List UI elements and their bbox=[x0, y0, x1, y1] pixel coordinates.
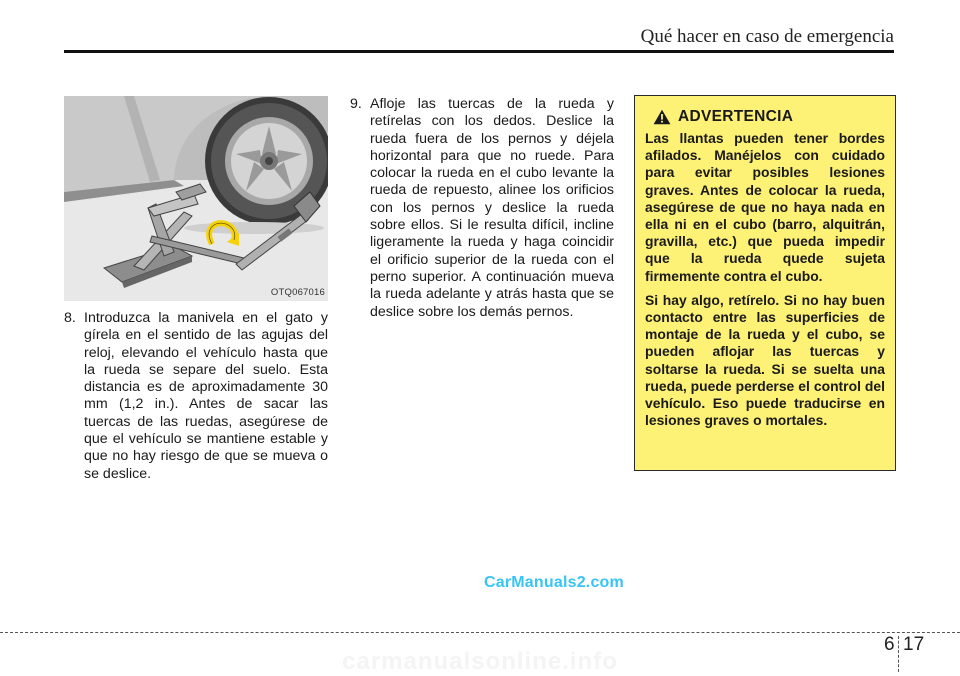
warning-paragraph: Si hay algo, retírelo. Si no hay buen contacto entre las superficies de montaje de la rueda y el cubo, se pueden aflojar las tuercas y soltarse la rueda. Si se suelta una rueda, puede perderse el control del vehículo. Eso puede traducirse en lesiones graves o mortales. bbox=[645, 291, 885, 429]
step-number: 9. bbox=[350, 96, 362, 112]
page-number: 17 bbox=[903, 634, 925, 655]
step-text: Introduzca la manivela en el gato y gírela en el sentido de las agujas del reloj, elevando el vehículo hasta que la rueda se separe del suelo. Esta distancia es de aproximadamente 30 mm (1,2 in.). Antes de sacar las tuercas de las ruedas, asegúrese de que el vehículo se mantiene estable y que no hay riesgo de que se mueva o se deslice. bbox=[84, 310, 328, 482]
footer-url: carmanualsonline.info bbox=[342, 648, 618, 675]
step-number: 8. bbox=[64, 310, 76, 326]
page-header-title: Qué hacer en caso de emergencia bbox=[640, 26, 894, 47]
warning-title: ADVERTENCIA bbox=[678, 108, 794, 125]
chapter-number: 6 bbox=[884, 634, 895, 655]
jack-illustration bbox=[64, 96, 328, 301]
step-text: Afloje las tuercas de la rueda y retírelas con los dedos. Deslice la rueda fuera de los pernos y déjela horizontal para que no ruede. Para colocar la rueda en el cubo levante la rueda de repuesto, alinee los orificios con los pernos y deslice la rueda sobre ellos. Si le resulta difícil, incline ligeramente la rueda y haga coincidir el orificio superior de la rueda con el perno superior. A continuación mueva la rueda adelante y atrás hasta que se deslice sobre los demás pernos. bbox=[370, 96, 614, 320]
warning-paragraph: Las llantas pueden tener bordes afilados. Manéjelos con cuidado para evitar posibles lesiones graves. Antes de colocar la rueda, asegúrese de que no haya nada en ella ni en el cubo (barro, alquitrán, gravilla, etc.) que pueda impedir que la rueda quede sujeta firmemente contra el cubo. bbox=[645, 130, 885, 284]
footer-divider bbox=[0, 632, 960, 633]
figure-code: OTQ067016 bbox=[270, 287, 325, 298]
step-8 bbox=[64, 310, 328, 483]
warning-header bbox=[653, 108, 885, 126]
header-rule bbox=[64, 50, 894, 53]
warning-box bbox=[634, 95, 896, 471]
car-jack-icon bbox=[64, 96, 328, 301]
watermark-link[interactable]: CarManuals2.com bbox=[484, 574, 624, 591]
step-9 bbox=[350, 96, 614, 321]
warning-triangle-icon bbox=[653, 109, 671, 125]
